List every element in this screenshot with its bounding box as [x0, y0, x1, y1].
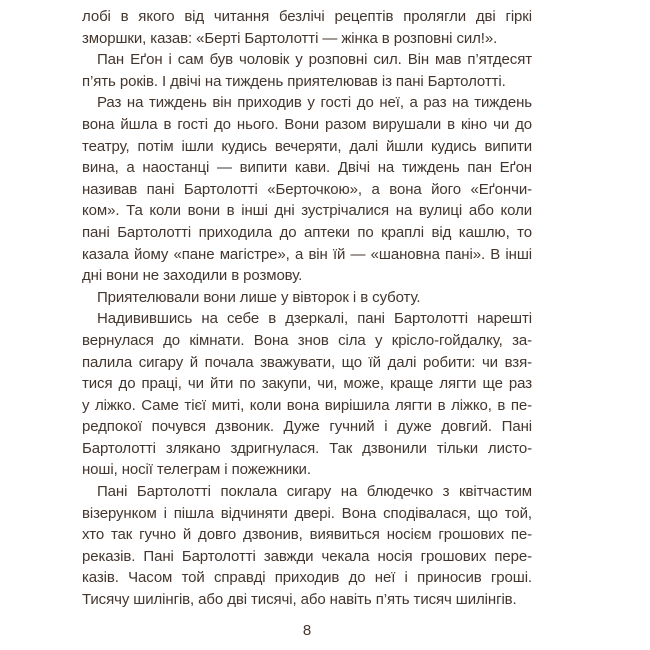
- text-line: лобі в якого від читання безлічі рецептів пролягли дві гіркі: [82, 8, 532, 25]
- text-line: ком». Та коли вони в інші дні зустрічалися на вулиці або коли: [82, 202, 532, 220]
- text-line: Раз на тиждень він приходив у гості до неї, а раз на тиждень: [97, 94, 532, 112]
- text-line: пані Бартолотті приходила до аптеки по краплі від кашлю, то: [82, 223, 532, 241]
- page-text-block: [82, 6, 532, 611]
- text-line: візерунком і пішла відчиняти двері. Вона сподівалася, що той,: [82, 504, 532, 522]
- text-line: тися до праці, чи йти по закупи, чи, може, краще лягти ще раз: [82, 375, 532, 393]
- text-line: вона йшла в гості до нього. Вони разом вирушали в кіно чи до: [82, 115, 532, 133]
- text-line: Пан Еґон і сам був чоловік у розповні сил. Він мав п’ятдесят: [97, 51, 532, 69]
- text-line: Тисячу шилінгів, або дві тисячі, або навіть п’ять тисяч шилінгів.: [82, 591, 517, 609]
- paragraph: [82, 6, 532, 49]
- paragraph: [82, 92, 532, 286]
- text-line: у ліжко. Саме тієї миті, коли вона вирішила лягти в ліжко, в пе-: [82, 396, 532, 414]
- text-line: п’ять років. І двічі на тиждень приятелював із пані Бартолотті.: [82, 72, 506, 90]
- text-line: називав пані Бартолотті «Берточкою», а вона його «Еґончи-: [82, 180, 532, 198]
- text-line: Надивившись на себе в дзеркалі, пані Бартолотті нарешті: [97, 310, 532, 328]
- text-line: хто так гучно й довго дзвонив, виявиться носієм грошових пе-: [82, 526, 532, 544]
- text-line: реказів. Пані Бартолотті завжди чекала носія грошових пере-: [82, 547, 532, 565]
- text-line: зморшки, казав: «Берті Бартолотті — жінка в розповні сил!».: [82, 29, 498, 47]
- page-number: 8: [302, 622, 312, 639]
- text-line: Приятелювали вони лише у вівторок і в суботу.: [97, 288, 421, 306]
- paragraph: [82, 49, 532, 92]
- text-line: Пані Бартолотті поклала сигару на блюдечко з квітчастим: [97, 483, 532, 501]
- text-line: вернулася до кімнати. Вона знов сіла у крісло-гойдалку, за-: [82, 331, 532, 349]
- text-line: дні вони не заходили в розмову.: [82, 267, 303, 285]
- text-line: редпокої почувся дзвоник. Дуже гучний і дуже довгий. Пані: [82, 418, 532, 436]
- text-line: палила сигару й почала зважувати, що їй далі робити: чи взя-: [82, 353, 532, 371]
- text-line: Бартолотті злякано здригнулася. Так дзвонили тільки листо-: [82, 439, 532, 457]
- text-line: вина, а наостанці — випити кави. Двічі на тиждень пан Еґон: [82, 159, 532, 177]
- text-line: казів. Часом той справді приходив до неї і приносив гроші.: [82, 569, 532, 587]
- text-line: ноші, носії телеграм і пожежники.: [82, 461, 311, 479]
- paragraph: [82, 308, 532, 481]
- text-line: казала йому «пане магістре», а він їй — «шановна пані». В інші: [82, 245, 532, 263]
- paragraph: [82, 481, 532, 611]
- text-line: театру, потім ішли кудись вечеряти, далі йшли кудись випити: [82, 137, 532, 155]
- paragraph: [82, 287, 532, 309]
